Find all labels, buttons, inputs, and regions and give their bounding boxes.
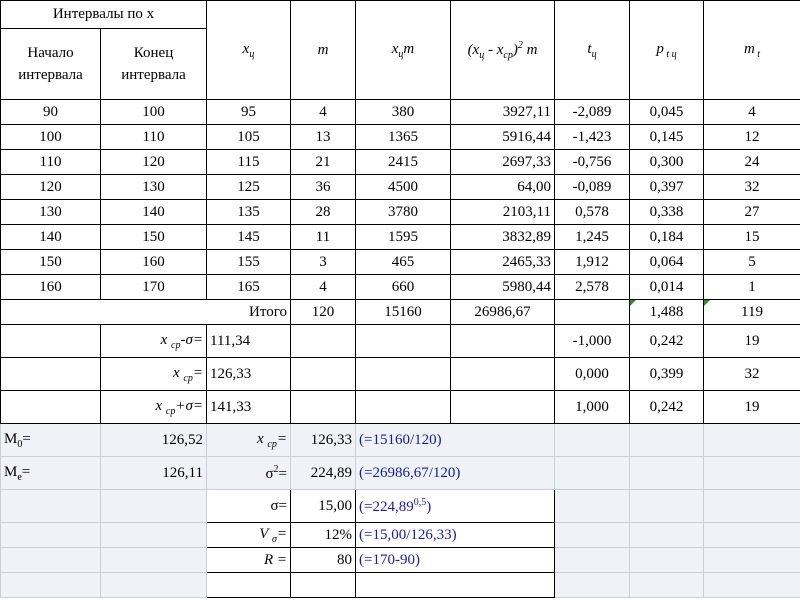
- cell-mt: 32: [704, 175, 800, 200]
- cell-xc: 155: [207, 250, 291, 275]
- cell-end: 130: [101, 175, 207, 200]
- empty-cell: [356, 325, 451, 358]
- extra-row: [1, 358, 800, 391]
- cell-m: 36: [291, 175, 356, 200]
- empty-cell: [1, 358, 101, 391]
- table-row: [1, 125, 800, 150]
- cell-t: 1,912: [555, 250, 630, 275]
- cell-xcm: 3780: [356, 200, 451, 225]
- table-row: [1, 200, 800, 225]
- range-value: 80: [291, 548, 356, 573]
- cell-xc: 95: [207, 100, 291, 125]
- me-value: 126,11: [101, 457, 207, 490]
- extra-row: [1, 391, 800, 424]
- cell-xc: 125: [207, 175, 291, 200]
- cell-end: 100: [101, 100, 207, 125]
- empty-cell: [207, 573, 291, 598]
- cell-start: 130: [1, 200, 101, 225]
- cell-p: 0,145: [630, 125, 704, 150]
- stats-row-empty: [1, 573, 800, 598]
- cell-m: 13: [291, 125, 356, 150]
- stats-row-range: [1, 548, 800, 573]
- mo-value: 126,52: [101, 424, 207, 457]
- table-row: [1, 175, 800, 200]
- cell-t: -2,089: [555, 100, 630, 125]
- cell-end: 140: [101, 200, 207, 225]
- cell-t: -0,089: [555, 175, 630, 200]
- m-header: m: [291, 1, 356, 100]
- empty-cell: [451, 325, 555, 358]
- cell-xcm: 660: [356, 275, 451, 300]
- cell-m: 28: [291, 200, 356, 225]
- range-formula: (=170-90): [356, 548, 555, 573]
- cell-dev: 3927,11: [451, 100, 555, 125]
- cell-xcm: 465: [356, 250, 451, 275]
- cell-dev: 5916,44: [451, 125, 555, 150]
- xcp-plus-sigma-label: x $_{ср}$+σ=: [101, 391, 207, 424]
- sq-dev-header: $(x_ц - x_{ср})^2$ m: [451, 1, 555, 100]
- cell-t: 0,578: [555, 200, 630, 225]
- sd-label: σ=: [207, 490, 291, 523]
- total-row: [1, 300, 800, 325]
- cell-dev: 2103,11: [451, 200, 555, 225]
- cell-p: 0,045: [630, 100, 704, 125]
- cell-xcm: 2415: [356, 150, 451, 175]
- cell-dev: 3832,89: [451, 225, 555, 250]
- table-row: [1, 225, 800, 250]
- extra-t: 1,000: [555, 391, 630, 424]
- cell-xc: 145: [207, 225, 291, 250]
- variance-formula: (=26986,67/120): [356, 457, 555, 490]
- empty-cell: [451, 391, 555, 424]
- cell-end: 120: [101, 150, 207, 175]
- table-row: [1, 250, 800, 275]
- cell-start: 150: [1, 250, 101, 275]
- stats-row-cv: [1, 523, 800, 548]
- extra-mt: 19: [704, 391, 800, 424]
- start-header: Начало интервала: [1, 29, 101, 100]
- cell-start: 110: [1, 150, 101, 175]
- xcm-header: $x_цm$: [356, 1, 451, 100]
- extra-row: [1, 325, 800, 358]
- xcp-formula: (=15160/120): [356, 424, 555, 457]
- empty-cell: [356, 391, 451, 424]
- cell-p: 0,397: [630, 175, 704, 200]
- cell-p: 0,338: [630, 200, 704, 225]
- empty-cell: [291, 325, 356, 358]
- cell-mt: 27: [704, 200, 800, 225]
- empty-cell: [451, 358, 555, 391]
- intervals-title-header: Интервалы по x: [1, 1, 207, 29]
- stats-row-me: [1, 457, 800, 490]
- total-xcm: 15160: [356, 300, 451, 325]
- xcp-stat-value: 126,33: [291, 424, 356, 457]
- cv-formula: (=15,00/126,33): [356, 523, 555, 548]
- empty-cell: [1, 391, 101, 424]
- cell-m: 21: [291, 150, 356, 175]
- xcp-stat-label: x $_{ср}$=: [207, 424, 291, 457]
- cv-value: 12%: [291, 523, 356, 548]
- tc-header: $t_ц$: [555, 1, 630, 100]
- cell-end: 170: [101, 275, 207, 300]
- cell-m: 4: [291, 275, 356, 300]
- extra-t: 0,000: [555, 358, 630, 391]
- me-label: $M_e=$: [1, 457, 101, 490]
- mo-label: $M_0=$: [1, 424, 101, 457]
- xcp-label: x $_{ср}$=: [101, 358, 207, 391]
- stats-row-mo: [1, 424, 800, 457]
- cell-xcm: 1365: [356, 125, 451, 150]
- cell-p: 0,300: [630, 150, 704, 175]
- empty-cell: [356, 573, 555, 598]
- sd-formula: $(=224,89^{0,5})$: [356, 490, 555, 523]
- cell-p: 0,064: [630, 250, 704, 275]
- cell-mt: 24: [704, 150, 800, 175]
- empty-cell: [555, 300, 630, 325]
- cell-dev: 2697,33: [451, 150, 555, 175]
- extra-p: 0,242: [630, 325, 704, 358]
- table-row: [1, 100, 800, 125]
- cell-xc: 115: [207, 150, 291, 175]
- cell-dev: 5980,44: [451, 275, 555, 300]
- cell-mt: 15: [704, 225, 800, 250]
- cell-xc: 105: [207, 125, 291, 150]
- extra-t: -1,000: [555, 325, 630, 358]
- end-header: Конец интервала: [101, 29, 207, 100]
- cell-m: 4: [291, 100, 356, 125]
- table-row: [1, 150, 800, 175]
- cell-start: 100: [1, 125, 101, 150]
- mt-header: m $_t$: [704, 1, 800, 100]
- stats-row-sd: [1, 490, 800, 523]
- extra-p: 0,242: [630, 391, 704, 424]
- cell-t: -0,756: [555, 150, 630, 175]
- cell-start: 120: [1, 175, 101, 200]
- empty-cell: [291, 573, 356, 598]
- sd-value: 15,00: [291, 490, 356, 523]
- variance-value: 224,89: [291, 457, 356, 490]
- xcp-minus-sigma-label: x $_{ср}$-σ=: [101, 325, 207, 358]
- cell-mt: 12: [704, 125, 800, 150]
- extra-p: 0,399: [630, 358, 704, 391]
- extra-x: 111,34: [207, 325, 291, 358]
- cell-xcm: 1595: [356, 225, 451, 250]
- cell-dev: 2465,33: [451, 250, 555, 275]
- cell-p: 0,014: [630, 275, 704, 300]
- cell-t: 2,578: [555, 275, 630, 300]
- xc-header: $x_ц$: [207, 1, 291, 100]
- empty-cell: [291, 358, 356, 391]
- cell-mt: 5: [704, 250, 800, 275]
- cell-mt: 1: [704, 275, 800, 300]
- cell-m: 3: [291, 250, 356, 275]
- total-mt: 119: [704, 300, 800, 325]
- total-dev: 26986,67: [451, 300, 555, 325]
- total-p: 1,488: [630, 300, 704, 325]
- total-label: Итого: [1, 300, 291, 325]
- cell-end: 150: [101, 225, 207, 250]
- cell-t: -1,423: [555, 125, 630, 150]
- total-m: 120: [291, 300, 356, 325]
- cell-start: 160: [1, 275, 101, 300]
- cell-xcm: 380: [356, 100, 451, 125]
- range-label: R =: [207, 548, 291, 573]
- table-row: [1, 275, 800, 300]
- cv-label: V $_\sigma$=: [207, 523, 291, 548]
- cell-start: 90: [1, 100, 101, 125]
- extra-x: 126,33: [207, 358, 291, 391]
- extra-mt: 32: [704, 358, 800, 391]
- extra-mt: 19: [704, 325, 800, 358]
- cell-end: 160: [101, 250, 207, 275]
- cell-p: 0,184: [630, 225, 704, 250]
- cell-mt: 4: [704, 100, 800, 125]
- cell-dev: 64,00: [451, 175, 555, 200]
- cell-t: 1,245: [555, 225, 630, 250]
- cell-xc: 135: [207, 200, 291, 225]
- variance-label: $\sigma^2=$: [207, 457, 291, 490]
- empty-cell: [356, 358, 451, 391]
- extra-x: 141,33: [207, 391, 291, 424]
- empty-cell: [291, 391, 356, 424]
- cell-end: 110: [101, 125, 207, 150]
- ptc-header: p $_{t ц}$: [630, 1, 704, 100]
- cell-m: 11: [291, 225, 356, 250]
- cell-xcm: 4500: [356, 175, 451, 200]
- cell-start: 140: [1, 225, 101, 250]
- cell-xc: 165: [207, 275, 291, 300]
- empty-cell: [1, 325, 101, 358]
